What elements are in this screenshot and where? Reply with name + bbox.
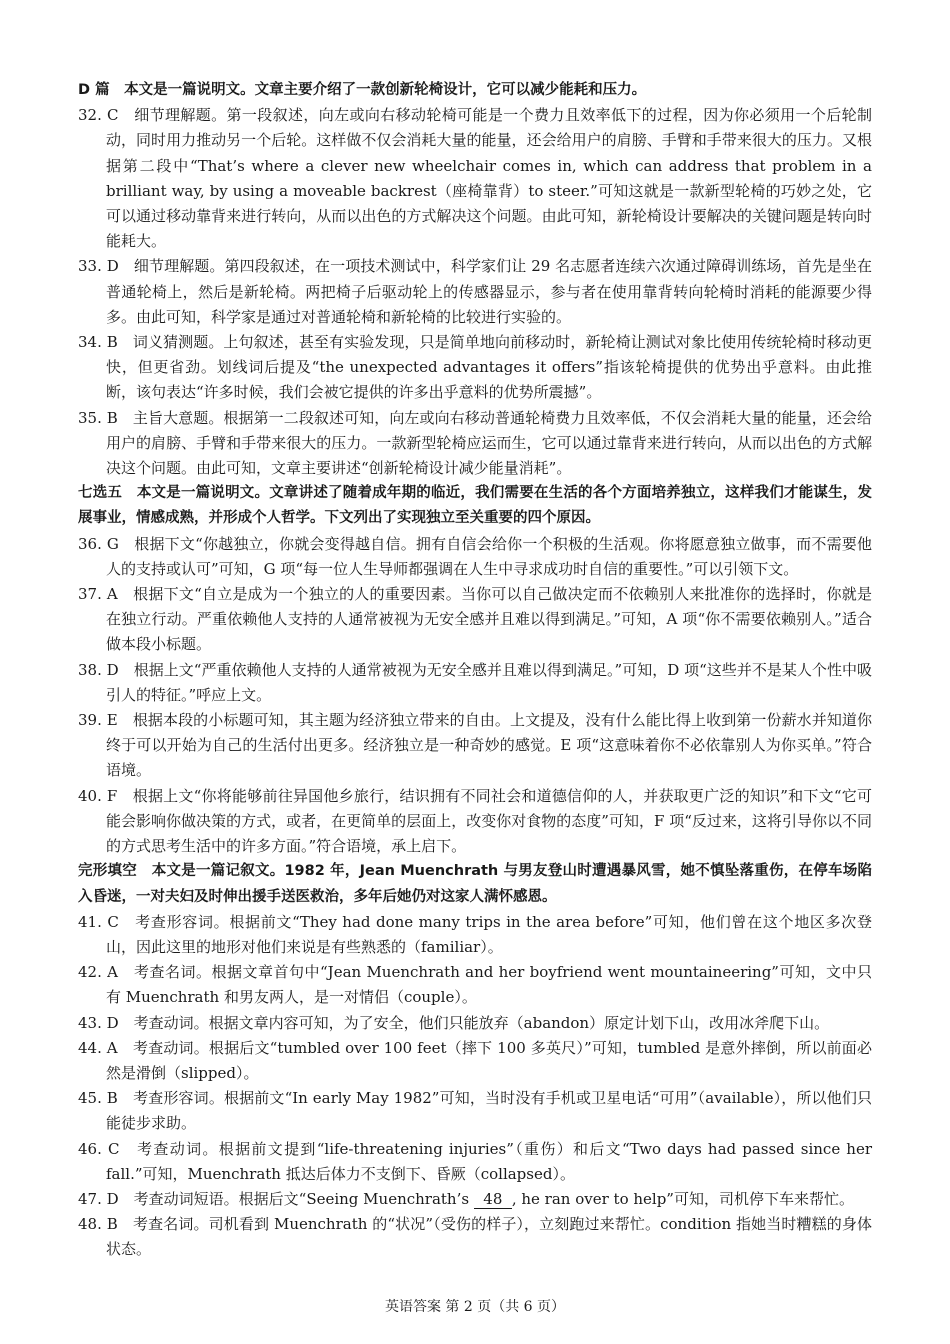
section-seven-header: 七选五 本文是一篇说明文。文章讲述了随着成年期的临近，我们需要在生活的各个方面培养独立，这样我们才能谋生，发展事业，情感成熟，并形成个人哲学。下文列出了实现独立至关重要的四个原因。 bbox=[78, 485, 872, 527]
answer-34: 34. B 词义猜测题。上句叙述，甚至有实验发现，只是简单地向前移动时，新轮椅让测试对象比使用传统轮椅时移动更快，但更省劲。划线词后提及“the unexpected advantages it offers”指该轮椅提供的优势出乎意料。由此推断，该句表达“许多时候，我们会被它提供的许多出乎意料的优势所震撼”。 bbox=[78, 333, 872, 402]
answer-47 bbox=[78, 1187, 872, 1212]
answer-42: 42. A 考查名词。根据文章首句中“Jean Muenchrath and her boyfriend went mountaineering”可知，文中只有 Muenchrath 和男友两人，是一对情侣（couple）。 bbox=[78, 963, 872, 1007]
answer-39: 39. E 根据本段的小标题可知，其主题为经济独立带来的自由。上文提及，没有什么能比得上收到第一份薪水并知道你终于可以开始为自己的生活付出更多。经济独立是一种奇妙的感觉。E 项“这意味着你不必依靠别人为你买单。”符合语境。 bbox=[78, 711, 872, 780]
page-footer: 英语答案 第 2 页（共 6 页） bbox=[384, 1299, 566, 1315]
answer-47-blank: 48 bbox=[474, 1190, 512, 1209]
answer-41: 41. C 考查形容词。根据前文“They had done many trips in the area before”可知，他们曾在这个地区多次登山，因此这里的地形对他们来说是有些熟悉的（familiar）。 bbox=[78, 912, 872, 956]
answer-40: 40. F 根据上文“你将能够前往异国他乡旅行，结识拥有不同社会和道德信仰的人，并获取更广泛的知识”和下文“它可能会影响你做决策的方式，或者，在更简单的层面上，改变你对食物的态度”可知，F 项“反过来，这将引导你以不同的方式思考生活中的许多方面。”符合语境，承上启下。 bbox=[78, 786, 872, 856]
answer-36: 36. G 根据下文“你越独立，你就会变得越自信。拥有自信会给你一个积极的生活观。你将愿意独立做事，而不需要他人的支持或认可”可知，G 项“每一位人生导师都强调在人生中寻求成功时自信的重要性。”可以引领下文。 bbox=[78, 534, 872, 578]
answer-47-text-after: , he ran over to help”可知，司机停下车来帮忙。 bbox=[511, 1189, 854, 1208]
answer-38: 38. D 根据上文“严重依赖他人支持的人通常被视为无安全感并且难以得到满足。”可知，D 项“这些并不是某人个性中吸引人的特征。”呼应上文。 bbox=[78, 660, 872, 704]
answer-45: 45. B 考查形容词。根据前文“In early May 1982”可知，当时没有手机或卫星电话“可用”（available），所以他们只能徒步求助。 bbox=[78, 1089, 872, 1133]
answer-35: 35. B 主旨大意题。根据第一二段叙述可知，向左或向右移动普通轮椅费力且效率低，不仅会消耗大量的能量，还会给用户的肩膀、手臂和手带来很大的压力。一款新型轮椅应运而生，它可以通过靠背来进行转向，从而以出色的方式解决这个问题。由此可知，文章主要讲述“创新轮椅设计减少能量消耗”。 bbox=[78, 408, 872, 478]
answer-44: 44. A 考查动词。根据后文“tumbled over 100 feet（摔下 100 多英尺）”可知，tumbled 是意外摔倒，所以前面必然是滑倒（slipped）。 bbox=[78, 1038, 872, 1082]
page-content bbox=[78, 78, 872, 1263]
answer-33: 33. D 细节理解题。第四段叙述，在一项技术测试中，科学家们让 29 名志愿者连续六次通过障碍训练场，首先是坐在普通轮椅上，然后是新轮椅。两把椅子后驱动轮上的传感器显示，参与者在使用靠背转向轮椅时消耗的能源要少得多。由此可知，科学家是通过对普通轮椅和新轮椅的比较进行实验的。 bbox=[78, 257, 872, 326]
answer-47-text-before: 47. D 考查动词短语。根据后文“Seeing Muenchrath’s bbox=[78, 1189, 474, 1208]
section-cloze-header: 完形填空 本文是一篇记叙文。1982 年，Jean Muenchrath 与男友登山时遭遇暴风雪，她不慎坠落重伤，在停车场陷入昏迷，一对夫妇及时伸出援手送医救治，多年后她仍对这家人满怀感恩。 bbox=[78, 863, 872, 905]
answer-32: 32. C 细节理解题。第一段叙述，向左或向右移动轮椅可能是一个费力且效率低下的过程，因为你必须用一个后轮制动，同时用力推动另一个后轮。这样做不仅会消耗大量的能量，还会给用户的肩膀、手臂和手带来很大的压力。又根据第二段中“That’s where a clever new wheelchair comes in, which can address that problem in a brilliant way, by using a moveable backrest（座椅靠背）to steer.”可知这就是一款新型轮椅的巧妙之处，它可以通过移动靠背来进行转向，从而以出色的方式解决这个问题。由此可知，新轮椅设计要解决的关键问题是转向时能耗大。 bbox=[78, 106, 872, 251]
answer-43: 43. D 考查动词。根据文章内容可知，为了安全，他们只能放弃（abandon）原定计划下山，改用冰斧爬下山。 bbox=[78, 1013, 830, 1032]
answer-46: 46. C 考查动词。根据前文提到“life-threatening injuries”（重伤）和后文“Two days had passed since her fall.”可知，Muenchrath 抵达后体力不支倒下、昏厥（collapsed）。 bbox=[78, 1139, 872, 1183]
answer-37: 37. A 根据下文“自立是成为一个独立的人的重要因素。当你可以自己做决定而不依赖别人来批准你的选择时，你就是在独立行动。严重依赖他人支持的人通常被视为无安全感并且难以得到满足。”可知，A 项“你不需要依赖别人。”适合做本段小标题。 bbox=[78, 585, 872, 654]
answer-48: 48. B 考查名词。司机看到 Muenchrath 的“状况”（受伤的样子），立刻跑过来帮忙。condition 指她当时糟糕的身体状态。 bbox=[78, 1215, 872, 1259]
section-d-header: D 篇 本文是一篇说明文。文章主要介绍了一款创新轮椅设计，它可以减少能耗和压力。 bbox=[78, 82, 647, 98]
